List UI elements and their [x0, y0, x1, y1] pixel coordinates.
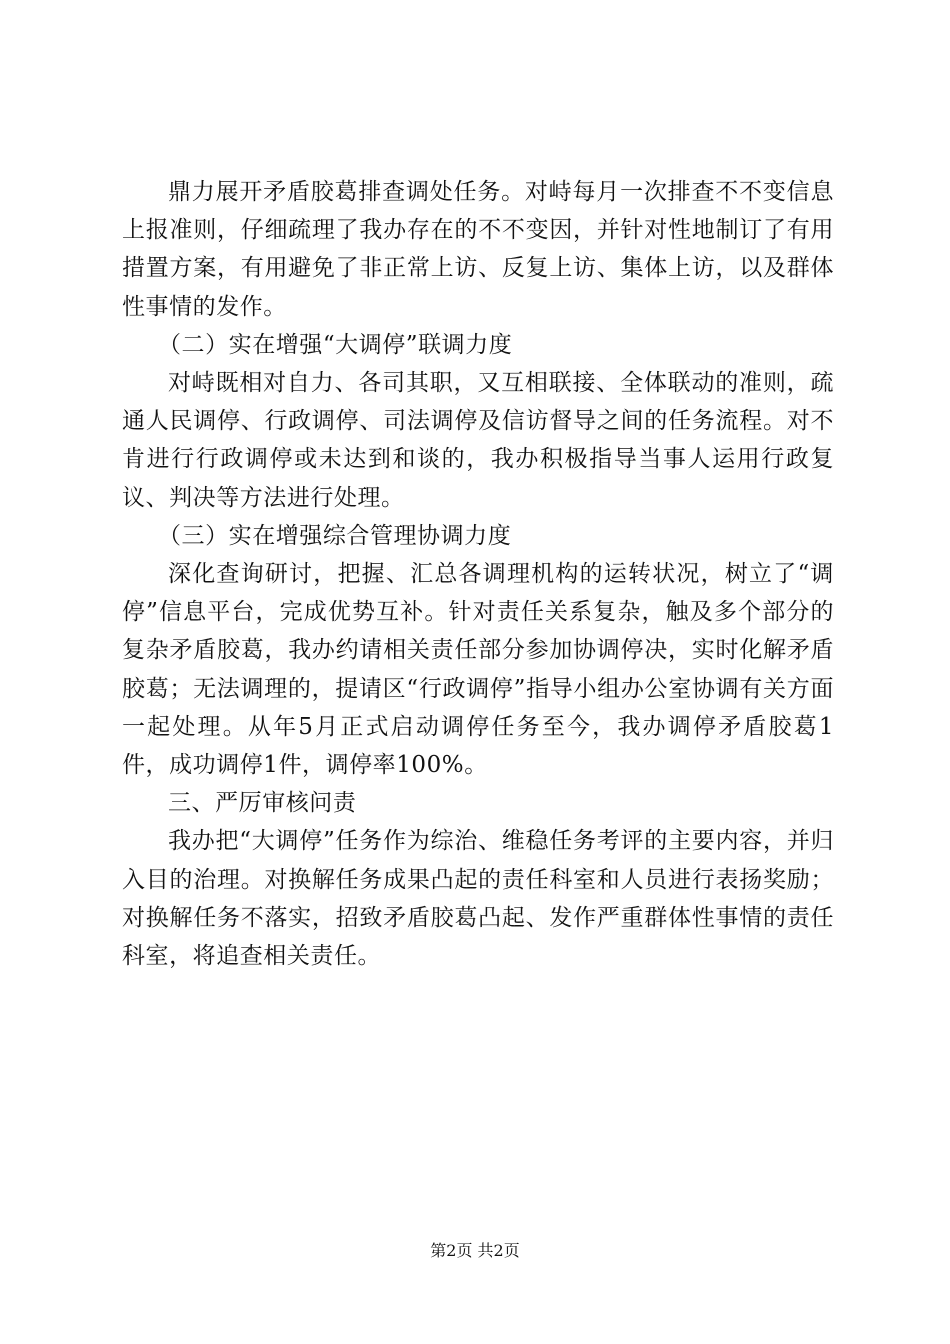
section-heading-joint-mediation: （二）实在增强“大调停”联调力度: [158, 331, 513, 358]
paragraph-joint-mediation: 对峙既相对自力、各司其职，又互相联接、全体联动的准则，疏通人民调停、行政调停、司法调停及信访督导之间的任务流程。对不肯进行行政调停或未达到和谈的，我办积极指导当事人运用行政复议、判决等方法进行处理。: [122, 370, 834, 511]
page-footer: 第2页 共2页: [430, 1241, 520, 1260]
document-body: [122, 173, 834, 975]
section-heading-comprehensive-coordination: （三）实在增强综合管理协调力度: [158, 522, 512, 549]
paragraph-mediation-screening: 鼎力展开矛盾胶葛排查调处任务。对峙每月一次排查不不变信息上报准则，仔细疏理了我办存在的不不变因，并针对性地制订了有用措置方案，有用避免了非正常上访、反复上访、集体上访，以及群体性事情的发作。: [122, 179, 834, 320]
paragraph-comprehensive-coordination: 深化查询研讨，把握、汇总各调理机构的运转状况，树立了“调停”信息平台，完成优势互补。针对责任关系复杂，触及多个部分的复杂矛盾胶葛，我办约请相关责任部分参加协调停决，实时化解矛盾胶葛；无法调理的，提请区“行政调停”指导小组办公室协调有关方面一起处理。从年5月正式启动调停任务至今，我办调停矛盾胶葛1件，成功调停1件，调停率100%。: [122, 561, 834, 779]
section-heading-accountability: 三、严厉审核问责: [168, 790, 357, 817]
paragraph-accountability: 我办把“大调停”任务作为综治、维稳任务考评的主要内容，并归入目的治理。对换解任务成果凸起的责任科室和人员进行表扬奖励；对换解任务不落实，招致矛盾胶葛凸起、发作严重群体性事情的责任科室，将追查相关责任。: [122, 828, 834, 970]
